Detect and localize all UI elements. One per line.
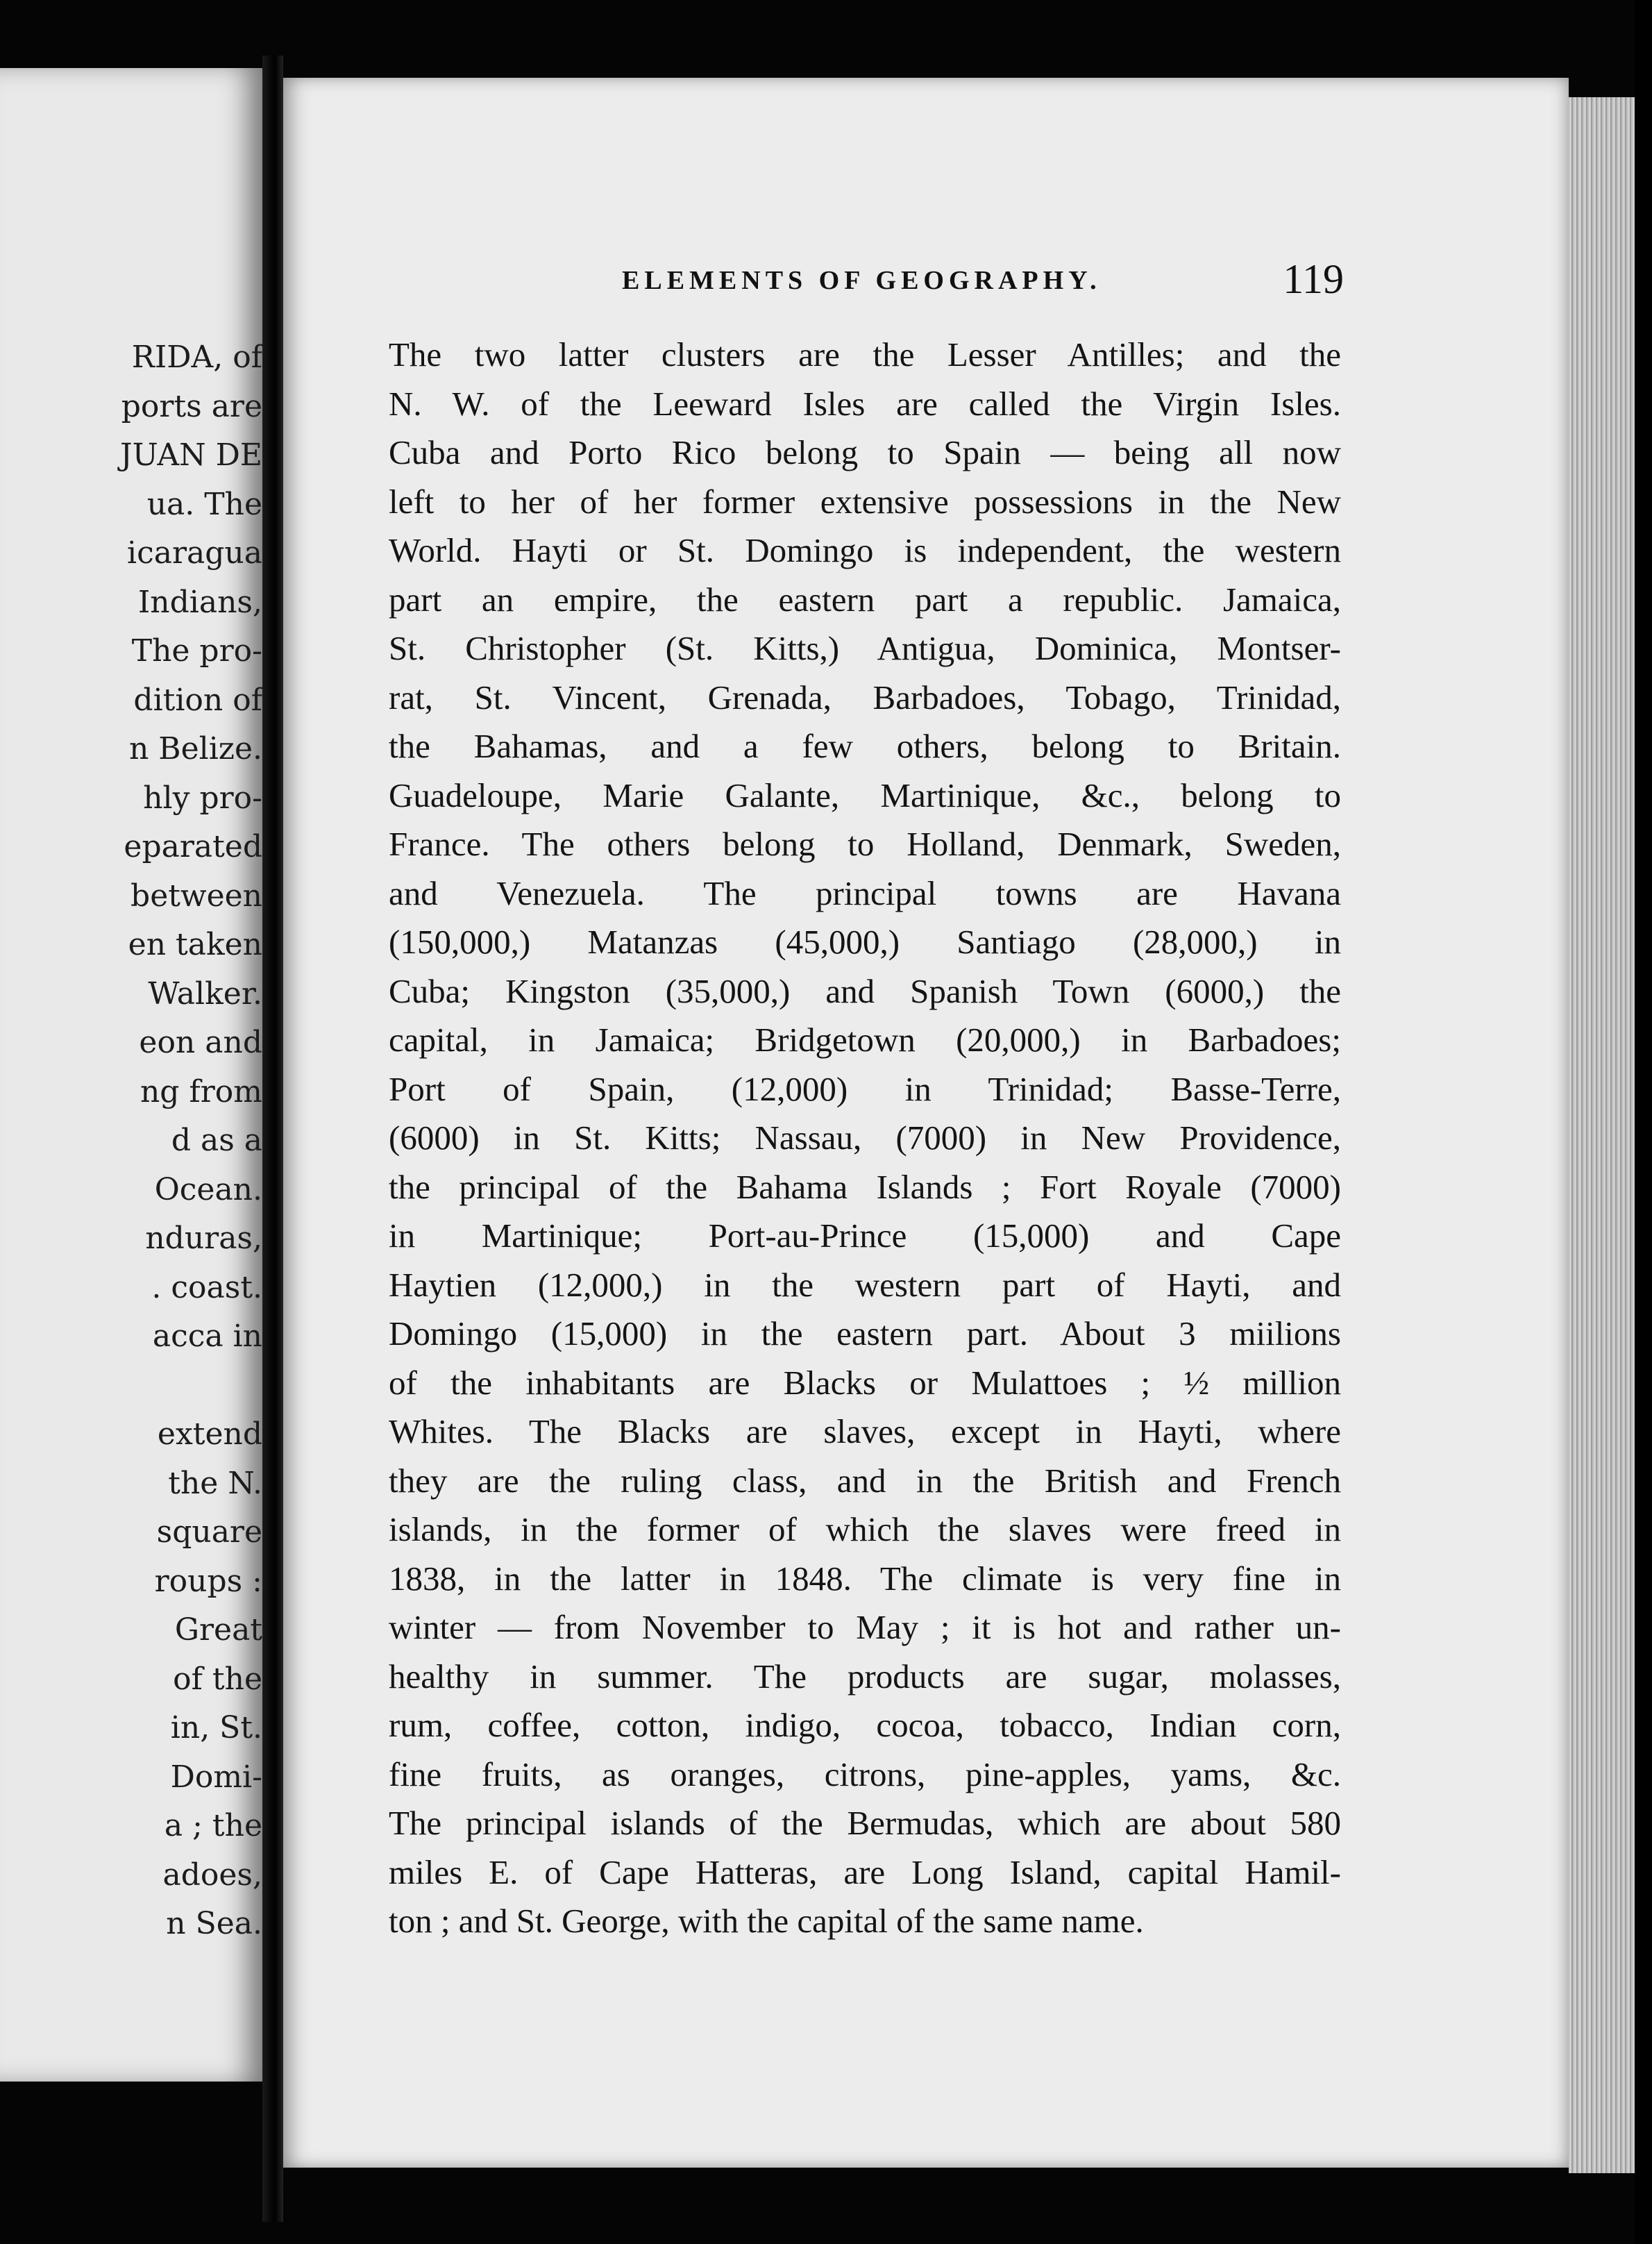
text-line: N. W. of the Leeward Isles are called the Virgin Isles. [389,384,1341,423]
left-page-line: eparated [124,829,262,864]
left-page-line: ua. The [146,486,262,522]
text-line: World. Hayti or St. Domingo is independent, the western [389,531,1341,569]
left-page-line: ports are [121,388,262,424]
text-line: Whites. The Blacks are slaves, except in Hayti, where [389,1412,1341,1450]
text-line: (150,000,) Matanzas (45,000,) Santiago (28,000,) in [389,923,1341,961]
text-line: the principal of the Bahama Islands ; Fort Royale (7000) [389,1167,1341,1206]
left-page-line [0,1362,262,1411]
left-page-line: Indians, [137,584,262,620]
left-page-line: ng from [140,1073,262,1110]
left-page-line: extend [157,1416,262,1452]
text-line: The principal islands of the Bermudas, which are about 580 [389,1804,1341,1842]
left-page-line: hly pro- [143,780,262,816]
left-page-line: RIDA, of [131,340,262,375]
text-line: 1838, in the latter in 1848. The climate is very fine in [389,1559,1341,1598]
left-page-line: nduras, [145,1221,262,1256]
text-line: winter — from November to May ; it is hot and rather un- [389,1608,1341,1646]
book-gutter [262,56,283,2222]
left-page-line: roups : [154,1563,262,1599]
text-line: islands, in the former of which the slaves were freed in [389,1510,1341,1548]
left-page-line: a ; the [164,1808,262,1843]
text-line: of the inhabitants are Blacks or Mulattoes ; ½ million [389,1363,1341,1402]
left-page-line: Walker. [148,976,262,1012]
text-line: Guadeloupe, Marie Galante, Martinique, &c., belong to [389,776,1341,814]
text-line: (6000) in St. Kitts; Nassau, (7000) in New Providence, [389,1119,1341,1157]
left-page-line: n Belize. [128,731,262,767]
left-page-line: eon and [139,1025,262,1060]
left-page-line: Ocean. [154,1171,262,1207]
left-page-line: . coast. [151,1269,262,1305]
left-page-line: d as a [171,1123,262,1158]
left-page-line: acca in [152,1318,262,1354]
text-line: Cuba; Kingston (35,000,) and Spanish Town (6000,) the [389,971,1341,1010]
page-number: 119 [1283,256,1344,302]
text-line: ton ; and St. George, with the capital of the same name. [389,1902,1144,1940]
left-page-line: en taken [128,927,262,962]
left-page-line: JUAN DE [119,437,262,473]
page-header [622,256,1344,305]
text-line: part an empire, the eastern part a republic. Jamaica, [389,580,1341,619]
text-line: the Bahamas, and a few others, belong to Britain. [389,727,1341,765]
text-line: healthy in summer. The products are sugar, molasses, [389,1657,1341,1695]
text-line: Cuba and Porto Rico belong to Spain — being all now [389,433,1341,471]
text-line: St. Christopher (St. Kitts,) Antigua, Dominica, Montser- [389,629,1341,667]
left-page-line: of the [173,1661,262,1697]
left-page-line: Domi- [170,1759,262,1795]
text-line: left to her of her former extensive possessions in the New [389,482,1341,521]
left-page [0,68,262,2082]
text-line: rum, coffee, cotton, indigo, cocoa, tobacco, Indian corn, [389,1706,1341,1744]
running-head: ELEMENTS OF GEOGRAPHY. [622,266,1102,295]
text-line: and Venezuela. The principal towns are Havana [389,873,1341,912]
text-line: Domingo (15,000) in the eastern part. About 3 miilions [389,1314,1341,1353]
text-line: capital, in Jamaica; Bridgetown (20,000,) in Barbadoes; [389,1021,1341,1059]
text-line: Port of Spain, (12,000) in Trinidad; Basse-Terre, [389,1069,1341,1108]
left-page-line: Great [174,1612,262,1648]
text-line: France. The others belong to Holland, Denmark, Sweden, [389,825,1341,863]
text-line: they are the ruling class, and in the British and French [389,1461,1341,1500]
left-page-line: in, St. [170,1710,262,1745]
text-line: rat, St. Vincent, Grenada, Barbadoes, Tobago, Trinidad, [389,678,1341,717]
left-page-text [0,333,262,1949]
edge-shadow [1635,0,1652,2244]
text-line: The two latter clusters are the Lesser Antilles; and the [389,335,1341,374]
left-page-line: square [156,1514,262,1550]
text-line: miles E. of Cape Hatteras, are Long Island, capital Hamil- [389,1852,1341,1891]
page-edges [1569,97,1635,2173]
left-page-line: The pro- [131,633,262,669]
left-page-line: adoes, [162,1857,262,1893]
left-page-line: icaragua [127,535,262,571]
left-page-line: the N. [168,1465,262,1501]
body-text [389,330,1341,1946]
left-page-line: dition of [133,682,262,718]
text-line: in Martinique; Port-au-Prince (15,000) and Cape [389,1216,1341,1255]
text-line: fine fruits, as oranges, citrons, pine-apples, yams, &c. [389,1755,1341,1793]
left-page-line: between [130,878,262,914]
text-line: Haytien (12,000,) in the western part of Hayti, and [389,1265,1341,1304]
left-page-line: n Sea. [166,1906,262,1941]
